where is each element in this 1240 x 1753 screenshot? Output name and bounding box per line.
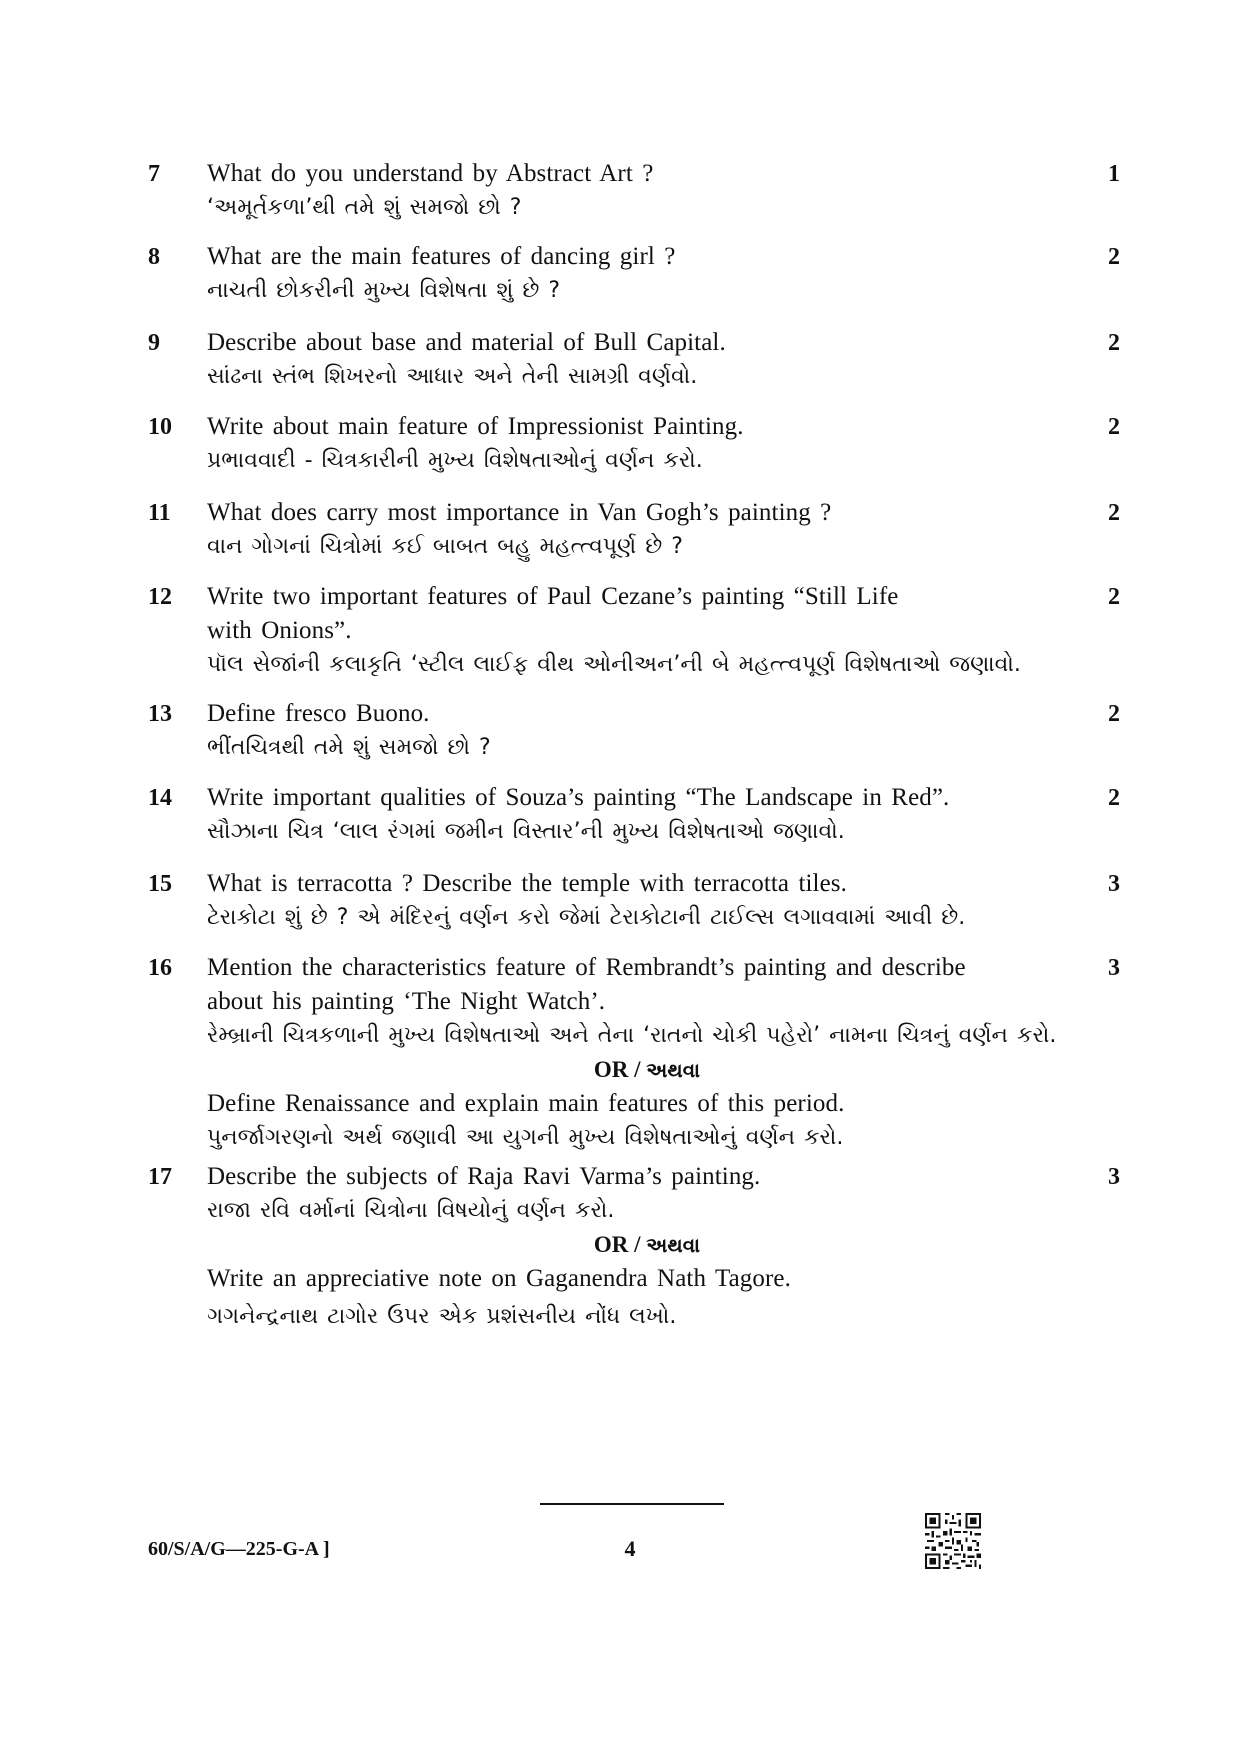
question-number: 12 <box>148 584 172 610</box>
question-body <box>207 1160 1087 1334</box>
question-marks: 2 <box>1108 414 1120 440</box>
question-text-gujarati: સૌઝાના ચિત્ર ‘લાલ રંગમાં જમીન વિસ્તાર’ની મુખ્ય વિશેષતાઓ જણાવો. <box>207 819 845 844</box>
alternative-question-gujarati: પુનર્જાગરણનો અર્થ જણાવી આ યુગની મુખ્ય વિશેષતાઓનું વર્ણન કરો. <box>207 1125 844 1150</box>
question-text-english: Describe about base and material of Bull Capital. <box>207 329 726 356</box>
question-number: 13 <box>148 701 172 727</box>
question-text-english: What does carry most importance in Van Gogh’s painting ? <box>207 499 832 526</box>
question-marks: 2 <box>1108 701 1120 727</box>
question-number: 16 <box>148 955 172 981</box>
question-text-gujarati: ‘અમૂર્તકળા’થી તમે શું સમજો છો ? <box>207 195 522 220</box>
qr-code-icon <box>925 1513 981 1569</box>
alternative-question-gujarati: ગગનેન્દ્રનાથ ટાગોર ઉપર એક પ્રશંસનીય નોંધ લખો. <box>207 1304 677 1329</box>
question-body <box>207 951 1087 1155</box>
question-marks: 3 <box>1108 871 1120 897</box>
question-text-gujarati: પૉલ સેજાંની કલાકૃતિ ‘સ્ટીલ લાઈફ વીથ ઓનીઅન’ની બે મહત્ત્વપૂર્ણ વિશેષતાઓ જણાવો. <box>207 652 1021 677</box>
footer-rule <box>540 1503 724 1505</box>
question-marks: 2 <box>1108 244 1120 270</box>
question-number: 7 <box>148 161 160 187</box>
question-body <box>207 697 1087 765</box>
question-text-gujarati: પ્રભાવવાદી - ચિત્રકારીની મુખ્ય વિશેષતાઓનું વર્ણન કરો. <box>207 448 703 473</box>
question-text-english: What do you understand by Abstract Art ? <box>207 160 654 187</box>
question-text-english: Define fresco Buono. <box>207 700 430 727</box>
question-text-gujarati: રેમ્બ્રાની ચિત્રકળાની મુખ્ય વિશેષતાઓ અને તેના ‘રાતનો ચોકી પહેરો’ નામના ચિત્રનું વર્ણન કરો. <box>207 1023 1057 1048</box>
alternative-question-english: Write an appreciative note on Gaganendra Nath Tagore. <box>207 1265 791 1292</box>
question-number: 9 <box>148 330 160 356</box>
or-english: OR <box>593 1057 629 1082</box>
question-text-english: Write about main feature of Impressionist Painting. <box>207 413 744 440</box>
or-gujarati: અથવા <box>646 1058 701 1082</box>
question-body <box>207 496 1087 564</box>
question-text-gujarati: ટેરાકોટા શું છે ? એ મંદિરનું વર્ણન કરો જેમાં ટેરાકોટાની ટાઈલ્સ લગાવવામાં આવી છે. <box>207 905 966 930</box>
question-marks: 2 <box>1108 584 1120 610</box>
question-text-english: What are the main features of dancing girl ? <box>207 243 676 270</box>
question-number: 10 <box>148 414 172 440</box>
question-body <box>207 580 1087 682</box>
question-number: 8 <box>148 244 160 270</box>
question-body <box>207 781 1087 849</box>
question-text-english: What is terracotta ? Describe the temple with terracotta tiles. <box>207 870 847 897</box>
or-divider: OR / અથવા <box>593 1057 701 1082</box>
question-marks: 1 <box>1108 161 1120 187</box>
question-text-english-line-1: Mention the characteristics feature of Rembrandt’s painting and describe <box>207 954 966 981</box>
question-marks: 3 <box>1108 1164 1120 1190</box>
question-text-english-line-2: about his painting ‘The Night Watch’. <box>207 988 606 1015</box>
question-body <box>207 410 1087 478</box>
question-body <box>207 867 1087 935</box>
question-marks: 2 <box>1108 500 1120 526</box>
question-body <box>207 157 1087 225</box>
question-text-gujarati: ભીંતચિત્રથી તમે શું સમજો છો ? <box>207 735 491 760</box>
or-gujarati: અથવા <box>646 1233 701 1257</box>
question-body <box>207 326 1087 394</box>
question-text-english-line-2: with Onions”. <box>207 617 352 644</box>
question-number: 17 <box>148 1164 172 1190</box>
or-divider: OR / અથવા <box>593 1232 701 1257</box>
question-text-gujarati: સાંઢના સ્તંભ શિખરનો આધાર અને તેની સામગ્રી વર્ણવો. <box>207 364 698 389</box>
page-number: 4 <box>624 1536 636 1561</box>
question-text-gujarati: નાચતી છોકરીની મુખ્ય વિશેષતા શું છે ? <box>207 278 561 303</box>
question-text-english: Describe the subjects of Raja Ravi Varma’s painting. <box>207 1163 761 1190</box>
question-number: 14 <box>148 785 172 811</box>
paper-code: 60/S/A/G—225-G-A ] <box>148 1538 330 1560</box>
question-text-gujarati: રાજા રવિ વર્માનાં ચિત્રોના વિષયોનું વર્ણન કરો. <box>207 1198 615 1223</box>
question-text-english-line-1: Write two important features of Paul Cezane’s painting “Still Life <box>207 583 899 610</box>
question-marks: 2 <box>1108 330 1120 356</box>
question-marks: 2 <box>1108 785 1120 811</box>
question-text-english: Write important qualities of Souza’s painting “The Landscape in Red”. <box>207 784 950 811</box>
question-marks: 3 <box>1108 955 1120 981</box>
question-body <box>207 240 1087 308</box>
question-number: 11 <box>148 500 171 526</box>
or-english: OR <box>593 1232 629 1257</box>
question-number: 15 <box>148 871 172 897</box>
alternative-question-english: Define Renaissance and explain main features of this period. <box>207 1090 845 1117</box>
question-text-gujarati: વાન ગોગનાં ચિત્રોમાં કઈ બાબત બહુ મહત્ત્વપૂર્ણ છે ? <box>207 534 683 559</box>
